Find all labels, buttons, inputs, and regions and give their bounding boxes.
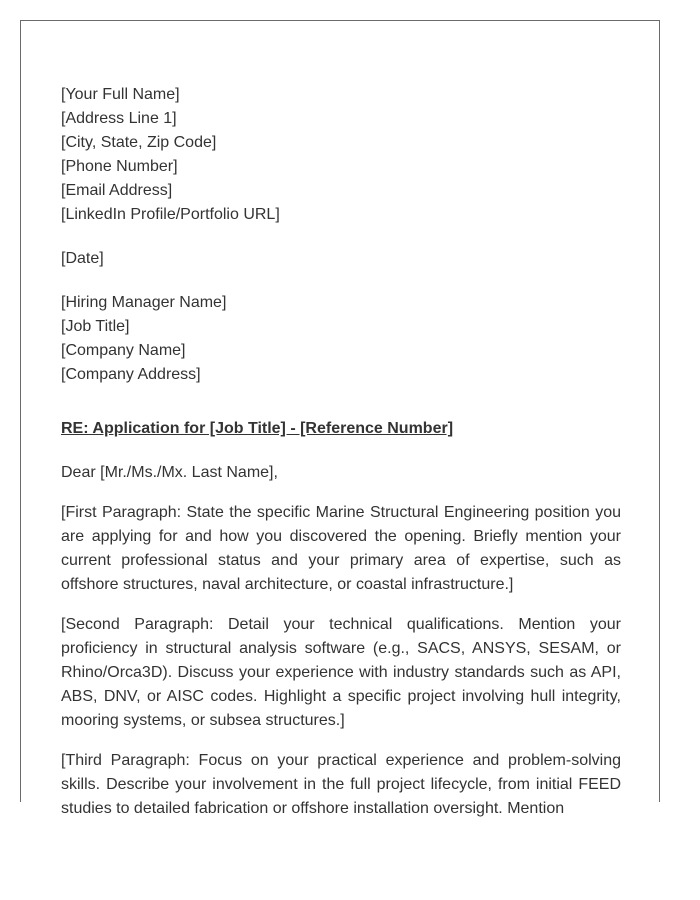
recipient-name: [Hiring Manager Name] (61, 294, 227, 311)
recipient-block (61, 291, 621, 387)
salutation: Dear [Mr./Ms./Mx. Last Name], (61, 464, 278, 481)
recipient-company-name: [Company Name] (61, 342, 186, 359)
subject-line: RE: Application for [Job Title] - [Reference Number] (61, 420, 454, 437)
sender-linkedin: [LinkedIn Profile/Portfolio URL] (61, 206, 280, 223)
sender-phone: [Phone Number] (61, 158, 178, 175)
sender-email: [Email Address] (61, 182, 173, 199)
letter-date: [Date] (61, 250, 104, 267)
recipient-job-title: [Job Title] (61, 318, 130, 335)
letter-body (61, 83, 621, 821)
recipient-company-address: [Company Address] (61, 366, 201, 383)
date-block (61, 247, 621, 271)
paragraph-1: [First Paragraph: State the specific Marine Structural Engineering position you are applying for and how you discovered the opening. Briefly mention your current professional status and your primary area of expertise, such as offshore structures, naval architecture, or coastal infrastructure.] (61, 504, 621, 593)
sender-name: [Your Full Name] (61, 86, 180, 103)
sender-address-line-1: [Address Line 1] (61, 110, 177, 127)
paragraph-2: [Second Paragraph: Detail your technical qualifications. Mention your proficiency in structural analysis software (e.g., SACS, ANSYS, SESAM, or Rhino/Orca3D). Discuss your experience with industry standards such as API, ABS, DNV, or AISC codes. Highlight a specific project involving hull integrity, mooring systems, or subsea structures.] (61, 616, 621, 729)
sender-block (61, 83, 621, 227)
letter-page (20, 20, 660, 817)
sender-city-state-zip: [City, State, Zip Code] (61, 134, 217, 151)
paragraph-3: [Third Paragraph: Focus on your practical experience and problem-solving skills. Describe your involvement in the full project lifecycle, from initial FEED studies to detailed fabrication or offshore installation oversight. Mention (61, 752, 621, 817)
